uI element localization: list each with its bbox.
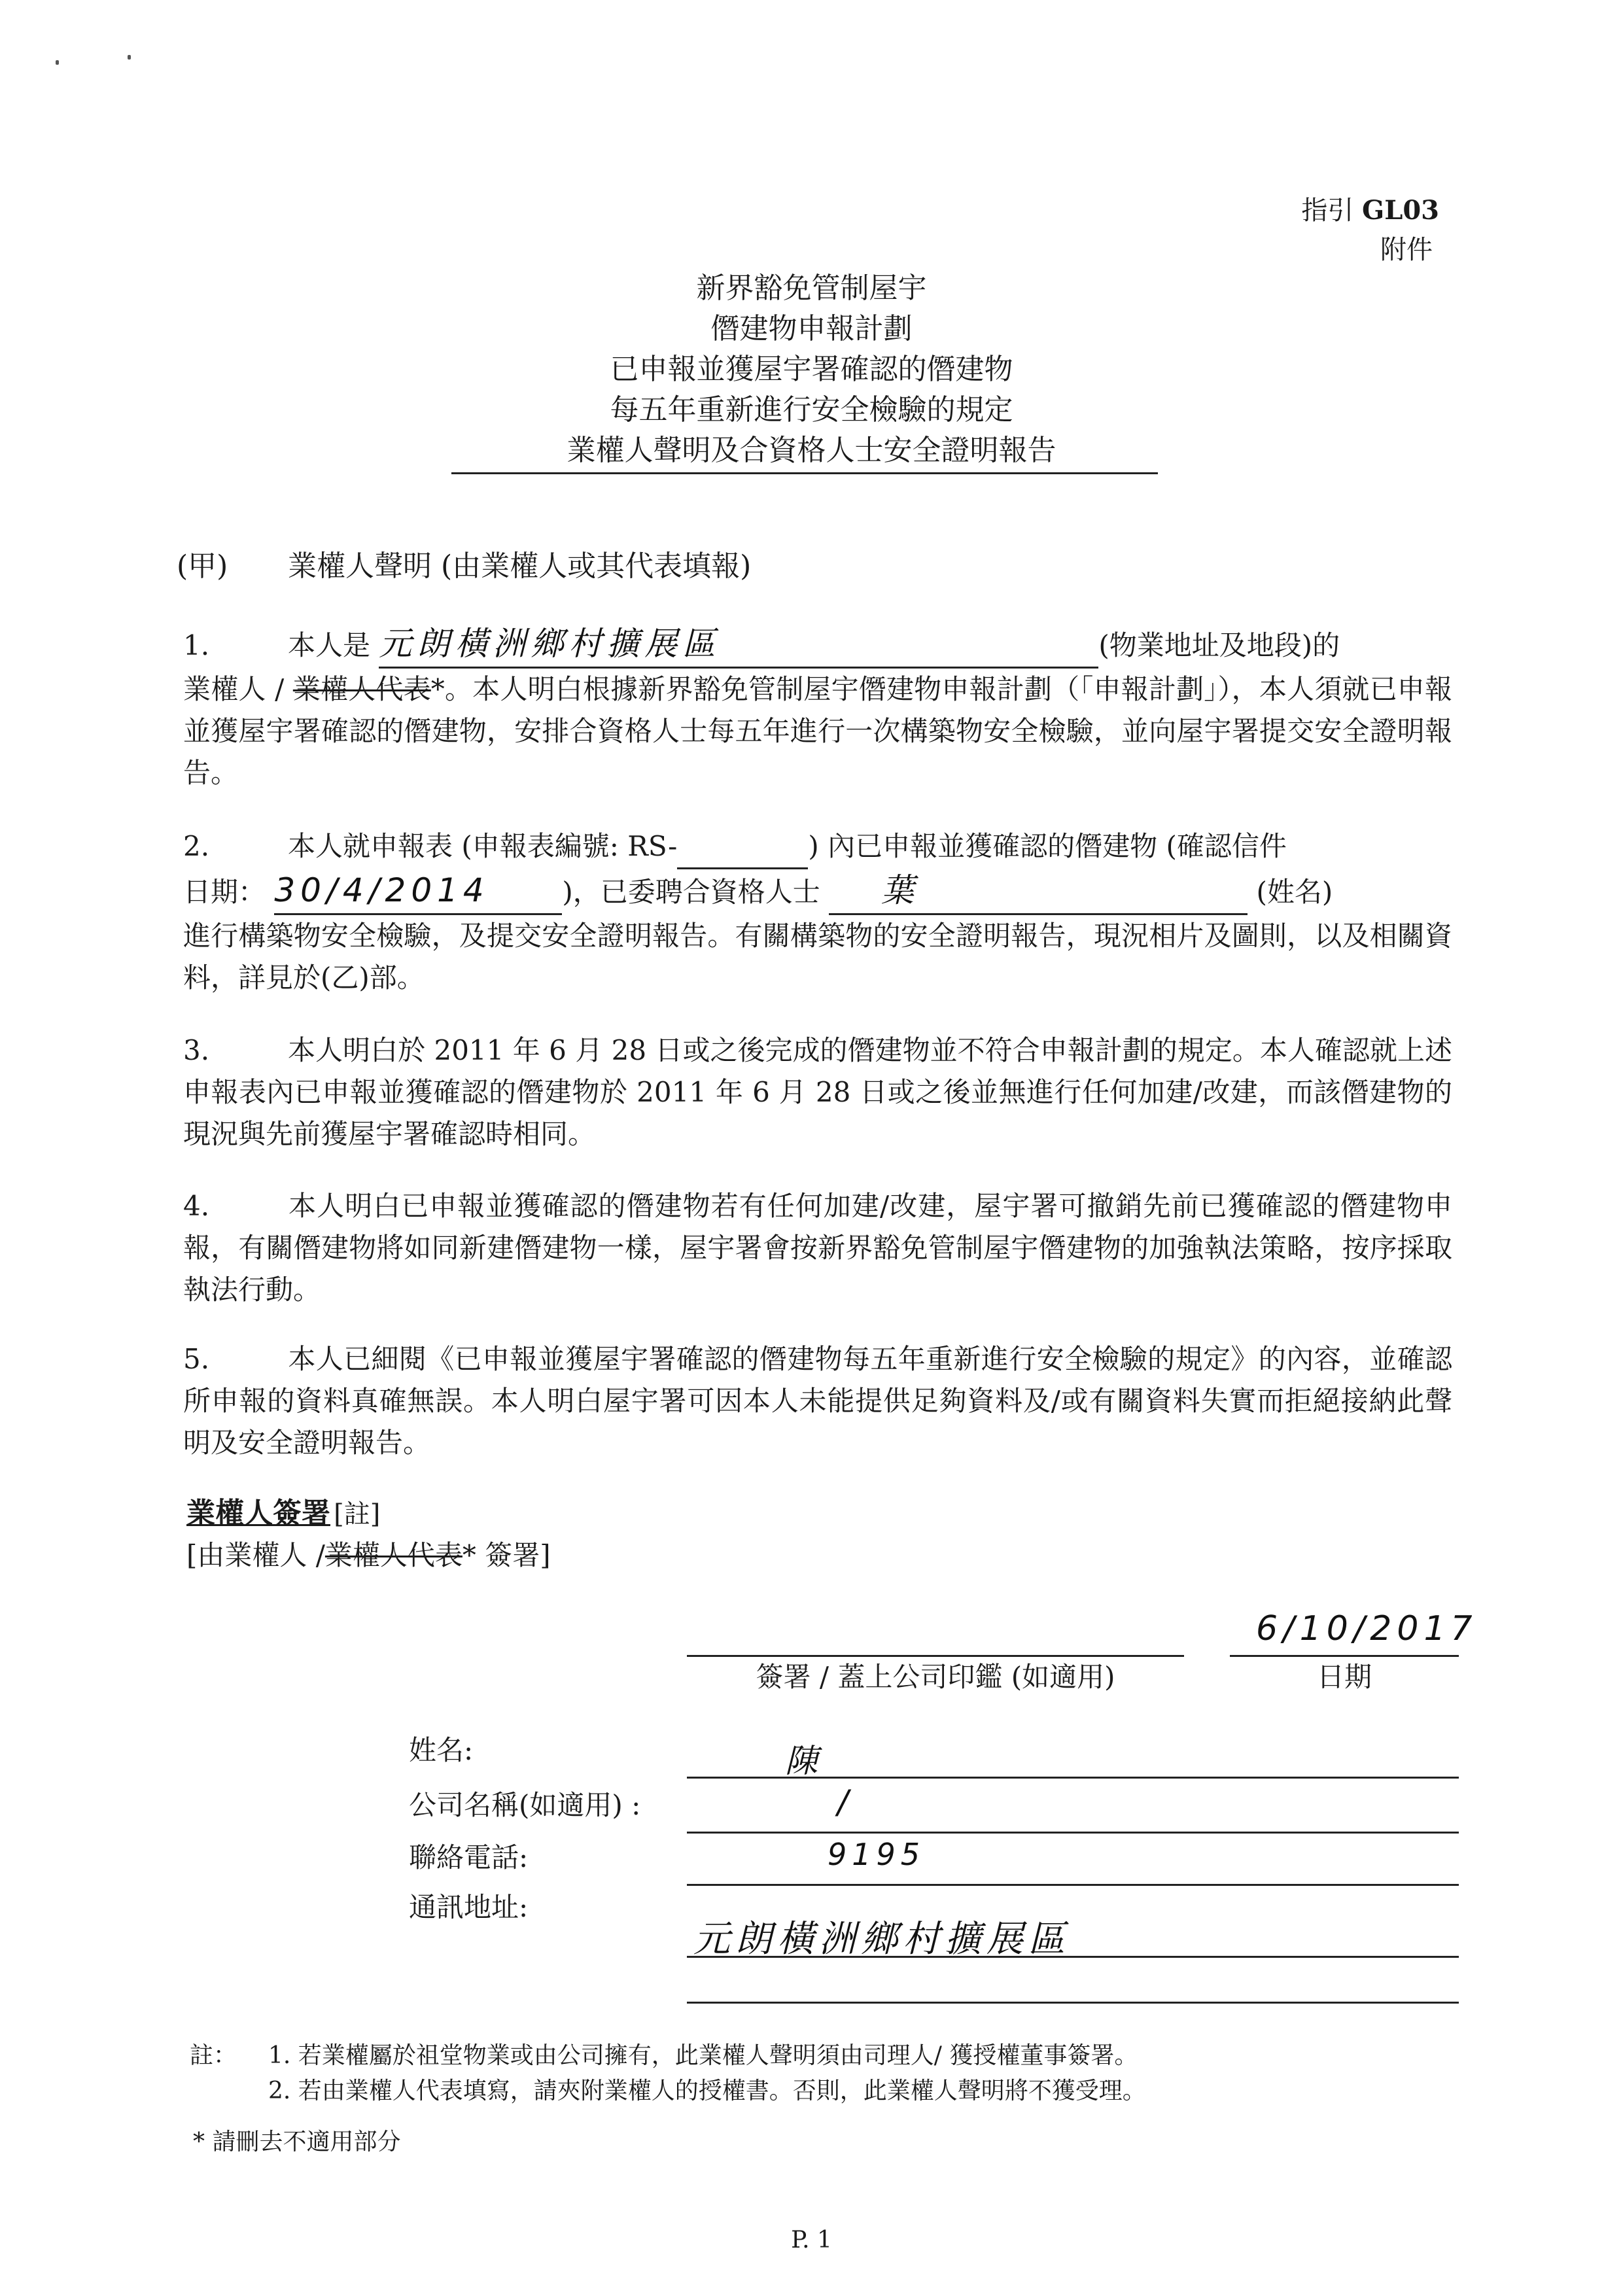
para4-body: 本人明白已申報並獲確認的僭建物若有任何加建/改建，屋宇署可撤銷先前已獲確認的僭建物申報，有關僭建物將如同新建僭建物一樣，屋宇署會按新界豁免管制屋宇僭建物的加強執法策略，按序採取執法行動。 bbox=[183, 1190, 1452, 1306]
para2-name-label: (姓名) bbox=[1256, 876, 1333, 908]
scan-speck bbox=[128, 55, 131, 60]
form-number-blank bbox=[677, 826, 808, 869]
title-line-4: 每五年重新進行安全檢驗的規定 bbox=[610, 393, 1013, 426]
owner-signature-heading: 業權人簽署 bbox=[186, 1497, 330, 1530]
para3-body: 本人明白於 2011 年 6 月 28 日或之後完成的僭建物並不符合申報計劃的規定。本人確認就上述申報表內已申報並獲確認的僭建物於 2011 年 6 月 28 日或之後並無進行任何加建/改建，而該僭建物的現況與先前獲屋宇署確認時相同。 bbox=[183, 1034, 1452, 1150]
page-number: P. 1 bbox=[791, 2227, 832, 2253]
guideline-label: 指引 bbox=[1301, 196, 1354, 226]
para2-after-form: ) 內已申報並獲確認的僭建物 (確認信件 bbox=[808, 830, 1287, 862]
title-line-1: 新界豁免管制屋宇 bbox=[696, 271, 927, 305]
company-label: 公司名稱(如適用) : bbox=[409, 1789, 641, 1821]
annex-label: 附件 bbox=[1380, 235, 1433, 265]
scan-speck bbox=[56, 60, 59, 65]
declaration-paragraph-5 bbox=[183, 1338, 1452, 1464]
date-caption: 日期 bbox=[1316, 1661, 1372, 1693]
para1-address-suffix: (物業地址及地段)的 bbox=[1098, 629, 1340, 661]
property-address-field bbox=[379, 623, 1098, 669]
paragraph-number: 3. bbox=[183, 1034, 210, 1066]
section-a-title: 業權人聲明 bbox=[288, 549, 432, 583]
paragraph-number: 4. bbox=[183, 1190, 210, 1222]
para2-lead: 本人就申報表 (申報表編號: RS- bbox=[288, 830, 678, 862]
confirmation-date-field bbox=[274, 869, 562, 915]
note-2: 2. 若由業權人代表填寫，請夾附業權人的授權書。否則，此業權人聲明將不獲受理。 bbox=[268, 2078, 1146, 2104]
declaration-paragraph-2 bbox=[183, 826, 1452, 999]
section-a-subtitle: (由業權人或其代表填報) bbox=[441, 549, 752, 583]
signed-by-prefix: [由業權人 / bbox=[186, 1539, 325, 1571]
para1-lead: 本人是 bbox=[288, 629, 371, 661]
paragraph-number: 5. bbox=[183, 1343, 210, 1375]
signature-line bbox=[687, 1655, 1184, 1657]
paragraph-number: 2. bbox=[183, 830, 210, 862]
date-line bbox=[1230, 1655, 1459, 1657]
title-underline bbox=[451, 472, 1158, 474]
handwritten-address: 元朗橫洲鄉村擴展區 bbox=[379, 625, 721, 663]
para1-body: *。本人明白根據新界豁免管制屋宇僭建物申報計劃（「申報計劃」），本人須就已申報並獲屋宇署確認的僭建物，安排合資格人士每五年進行一次構築物安全檢驗，並向屋宇署提交安全證明報告。 bbox=[183, 673, 1452, 789]
delete-note: * 請刪去不適用部分 bbox=[193, 2129, 401, 2155]
name-line bbox=[687, 1777, 1459, 1779]
handwritten-confirmation-date: 30/4/2014 bbox=[274, 871, 489, 909]
signature-caption: 簽署 / 蓋上公司印鑑 (如適用) bbox=[756, 1661, 1115, 1693]
handwritten-contact-address: 元朗橫洲鄉村擴展區 bbox=[693, 1918, 1070, 1960]
qualified-person-field bbox=[829, 869, 1248, 915]
declaration-paragraph-3 bbox=[183, 1030, 1452, 1155]
handwritten-name: 陳 bbox=[785, 1742, 823, 1780]
address-line-1 bbox=[687, 1956, 1459, 1958]
handwritten-company: / bbox=[837, 1783, 854, 1821]
address-label: 通訊地址: bbox=[409, 1891, 529, 1923]
para2-appointed: )，已委聘合資格人士 bbox=[562, 876, 820, 908]
owner-signature-heading-row bbox=[186, 1494, 380, 1533]
paragraph-number: 1. bbox=[183, 629, 210, 661]
notes-label: 註： bbox=[190, 2042, 237, 2069]
phone-line bbox=[687, 1884, 1459, 1886]
title-line-3: 已申報並獲屋宇署確認的僭建物 bbox=[610, 353, 1013, 386]
handwritten-signature-date: 6/10/2017 bbox=[1256, 1609, 1478, 1648]
title-line-2: 僭建物申報計劃 bbox=[710, 312, 913, 345]
signed-by-suffix: * 簽署] bbox=[462, 1539, 551, 1571]
company-line bbox=[687, 1832, 1459, 1834]
para1-owner: 業權人 / bbox=[183, 673, 285, 705]
section-a-heading bbox=[288, 548, 751, 585]
title-line-5: 業權人聲明及合資格人士安全證明報告 bbox=[567, 434, 1056, 467]
name-label: 姓名: bbox=[409, 1734, 474, 1766]
signed-by-line bbox=[186, 1539, 551, 1573]
declaration-paragraph-1 bbox=[183, 623, 1452, 794]
guideline-ref bbox=[1178, 194, 1439, 228]
section-a-marker: (甲) bbox=[177, 549, 228, 583]
handwritten-qp-name: 葉 bbox=[881, 871, 920, 909]
signed-by-struck: 業權人代表 bbox=[324, 1539, 462, 1571]
guideline-code: GL03 bbox=[1362, 195, 1439, 226]
para2-body: 進行構築物安全檢驗，及提交安全證明報告。有關構築物的安全證明報告，現況相片及圖則，以及相關資料，詳見於(乙)部。 bbox=[183, 920, 1452, 994]
para5-body: 本人已細閱《已申報並獲屋宇署確認的僭建物每五年重新進行安全檢驗的規定》的內容，並確認所申報的資料真確無誤。本人明白屋宇署可因本人未能提供足夠資料及/或有關資料失實而拒絕接納此聲明及安全證明報告。 bbox=[183, 1343, 1452, 1459]
declaration-paragraph-4 bbox=[183, 1185, 1452, 1311]
address-line-2 bbox=[687, 2002, 1459, 2004]
handwritten-phone: 9195 bbox=[828, 1837, 926, 1872]
struck-owner-representative: 業權人代表 bbox=[292, 673, 431, 705]
para2-date-label: 日期： bbox=[183, 876, 266, 908]
phone-label: 聯絡電話: bbox=[409, 1841, 529, 1873]
note-reference: [註] bbox=[334, 1499, 381, 1529]
note-1: 1. 若業權屬於祖堂物業或由公司擁有，此業權人聲明須由司理人/ 獲授權董事簽署。 bbox=[268, 2042, 1138, 2069]
